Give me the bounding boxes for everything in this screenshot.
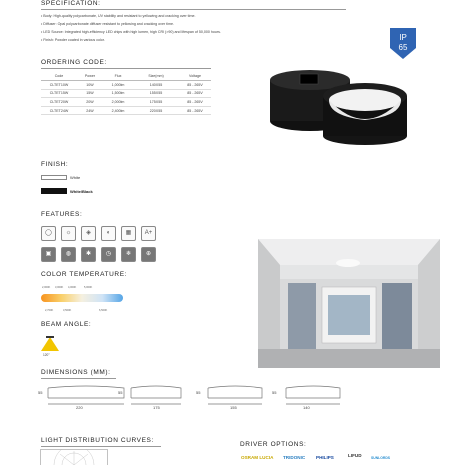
- cct-tick: 4,000K: [68, 286, 77, 289]
- spec-item: • LED Source: Integrated high-efficiency LED chips with high lumen, high CRI (>90) and lifespan of 50,000 hours.: [41, 30, 221, 34]
- cct-tick: 6,500K: [99, 309, 108, 312]
- cell: CLTET10W: [41, 81, 77, 90]
- divider: [41, 68, 211, 69]
- driver-options-title: DRIVER OPTIONS:: [240, 441, 307, 448]
- finish-swatch-black: [41, 188, 67, 194]
- cell: 20W: [77, 98, 103, 107]
- finish-swatch-white: [41, 175, 67, 180]
- specification-list: [41, 12, 221, 44]
- spec-item: • Finish: Powder coated in various color.: [41, 38, 105, 42]
- dim-width-140: 140: [303, 405, 310, 410]
- light-distribution-title: LIGHT DISTRIBUTION CURVES:: [41, 437, 154, 444]
- finish-title: FINISH:: [41, 161, 69, 168]
- ip65-icon: ◯: [41, 226, 56, 241]
- cell: CLTET24W: [41, 106, 77, 115]
- table-row: [41, 106, 211, 115]
- dim-width-220: 220: [76, 405, 83, 410]
- dim-width-175: 175: [153, 405, 160, 410]
- driver-brand-philips: PHILIPS: [316, 455, 334, 460]
- dustproof-icon: ▣: [41, 247, 56, 262]
- header-size: Size(mm): [133, 71, 179, 81]
- ordering-title: ORDERING CODE:: [41, 59, 107, 66]
- long-life-icon: ◷: [101, 247, 116, 262]
- beam-angle-title: BEAM ANGLE:: [41, 321, 92, 328]
- header-voltage: Voltage: [179, 71, 211, 81]
- moisture-proof-icon: ◍: [61, 247, 76, 262]
- features-grid: [41, 226, 176, 266]
- color-temperature-title: COLOR TEMPERATURE:: [41, 271, 128, 278]
- product-image: [262, 58, 437, 148]
- beam-angle-value: 120°: [43, 353, 50, 357]
- cell: 2,400lm: [103, 106, 133, 115]
- cell: 24W: [77, 106, 103, 115]
- spec-item: • Diffuser: Opal polycarbonate diffuser resistant to yellowing and cracking over time.: [41, 22, 174, 26]
- lightweight-icon: ⊕: [141, 247, 156, 262]
- cell: 2,000lm: [103, 98, 133, 107]
- features-title: FEATURES:: [41, 211, 83, 218]
- driver-brand-tridonic: TRIDONIC: [283, 455, 306, 460]
- finish-label-white: White: [70, 175, 81, 180]
- beam-angle-icon: [40, 336, 60, 352]
- a-plus-energy-icon: A+: [141, 226, 156, 241]
- cell: 85 - 265V: [179, 106, 211, 115]
- cct-tick: 3,000K: [55, 286, 64, 289]
- dim-height: 55: [118, 390, 123, 395]
- driver-brand-osram: OSRAM LUCIA: [241, 455, 274, 460]
- cct-tick: 5,000K: [84, 286, 93, 289]
- finish-label-white-black: White/Black: [70, 189, 93, 194]
- driver-brand-sunlords: SUNLORDS: [371, 456, 391, 460]
- specification-title: SPECIFICATION:: [41, 0, 101, 7]
- cell: 85 - 265V: [179, 98, 211, 107]
- divider: [41, 9, 346, 10]
- cell: CLTET20W: [41, 98, 77, 107]
- cell: 175X55: [133, 98, 179, 107]
- table-row: [41, 81, 211, 90]
- cell: 15W: [77, 89, 103, 98]
- table-header-row: [41, 71, 211, 81]
- driver-brand-lifud: LIFUD: [348, 453, 362, 458]
- light-distribution-chart: [40, 449, 108, 465]
- divider: [41, 378, 116, 379]
- dimension-drawings: [36, 382, 456, 414]
- spec-item: • Body: High-quality polycarbonate, UV stability and resistant to yellowing and cracking over time.: [41, 14, 196, 18]
- table-row: [41, 98, 211, 107]
- header-flux: Flux: [103, 71, 133, 81]
- no-uv-icon: ☼: [61, 226, 76, 241]
- insect-proof-icon: ✱: [81, 247, 96, 262]
- ip65-badge: [388, 26, 418, 61]
- dim-width-155: 155: [230, 405, 237, 410]
- cell: 85 - 265V: [179, 89, 211, 98]
- cct-tick: 3,500K: [63, 309, 72, 312]
- flicker-free-icon: ▦: [121, 226, 136, 241]
- room-photo: [258, 239, 440, 368]
- ip-badge-bottom: 65: [398, 43, 408, 52]
- cell: 1,500lm: [103, 89, 133, 98]
- cell: CLTET15W: [41, 89, 77, 98]
- dim-height: 55: [196, 390, 201, 395]
- dimensions-title: DIMENSIONS (MM):: [41, 369, 111, 376]
- low-temperature-icon: ❄: [121, 247, 136, 262]
- cell: 140X55: [133, 81, 179, 90]
- dim-height: 55: [38, 390, 43, 395]
- dim-height: 55: [272, 390, 277, 395]
- cell: 10W: [77, 81, 103, 90]
- anti-glare-icon: ◐: [101, 226, 116, 241]
- ip-badge-top: IP: [399, 33, 407, 42]
- header-power: Power: [77, 71, 103, 81]
- color-temperature-gradient: [41, 294, 123, 302]
- high-cri-icon: ◈: [81, 226, 96, 241]
- ordering-table: [41, 71, 211, 115]
- divider: [41, 446, 161, 447]
- header-code: Code: [41, 71, 77, 81]
- cell: 1,000lm: [103, 81, 133, 90]
- cct-tick: 2,000K: [42, 286, 51, 289]
- cell: 85 - 265V: [179, 81, 211, 90]
- table-row: [41, 89, 211, 98]
- cell: 220X55: [133, 106, 179, 115]
- cell: 155X55: [133, 89, 179, 98]
- cct-tick: 2,700K: [45, 309, 54, 312]
